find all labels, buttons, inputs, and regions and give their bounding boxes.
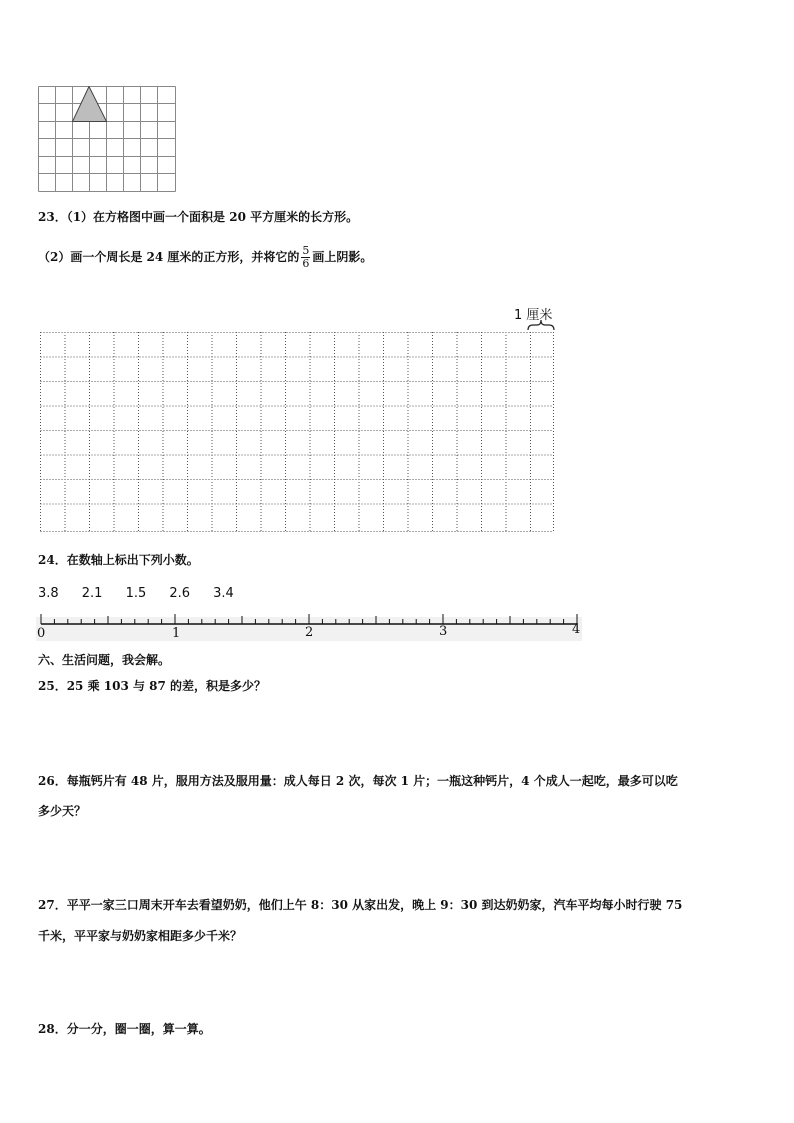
q26-line2: 多少天？ [38,804,87,818]
decimal-item: 3.8 [38,586,59,601]
axis-label-3: 3 [439,624,448,639]
section-six-heading: 六、生活问题，我会解。 [38,653,171,667]
q23-part2-before: （2）画一个周长是 24 厘米的正方形，并将它的 [38,250,300,264]
q25-text: 25．25 乘 103 与 87 的差，积是多少？ [38,679,267,693]
fraction-denominator: 6 [302,257,310,270]
fraction-five-sixths [301,245,310,270]
dotted-grid[interactable] [40,332,554,532]
q27-line1: 27．平平一家三口周末开车去看望奶奶，他们上午 8：30 从家出发，晚上 9：30 到达奶奶家，汽车平均每小时行驶 75 [38,898,683,912]
axis-label-1: 1 [172,626,181,641]
axis-label-4: 4 [572,622,581,637]
decimal-item: 2.6 [169,586,191,601]
unit-brace-icon [527,319,555,331]
decimal-item: 3.4 [213,586,234,601]
q27-line2: 千米，平平家与奶奶家相距多少千米？ [38,929,243,943]
axis-label-0: 0 [37,626,46,641]
unit-label: 1 厘米 [514,308,553,323]
decimal-list [38,582,252,601]
axis-label-2: 2 [305,625,314,640]
q28-text: 28．分一分，圈一圈，算一算。 [38,1022,211,1036]
q23-part1: 23．（1）在方格图中画一个面积是 20 平方厘米的长方形。 [38,210,359,224]
q26-line1: 26．每瓶钙片有 48 片，服用方法及服用量：成人每日 2 次，每次 1 片；一瓶这种钙片，4 个成人一起吃，最多可以吃 [38,774,678,788]
small-grid-figure [38,86,176,192]
q23-part2 [38,245,372,270]
q24-title: 24．在数轴上标出下列小数。 [38,553,199,567]
q23-part2-after: 画上阴影。 [312,250,373,264]
fraction-numerator: 5 [302,244,310,257]
decimal-item: 2.1 [81,586,103,601]
decimal-item: 1.5 [125,586,147,601]
